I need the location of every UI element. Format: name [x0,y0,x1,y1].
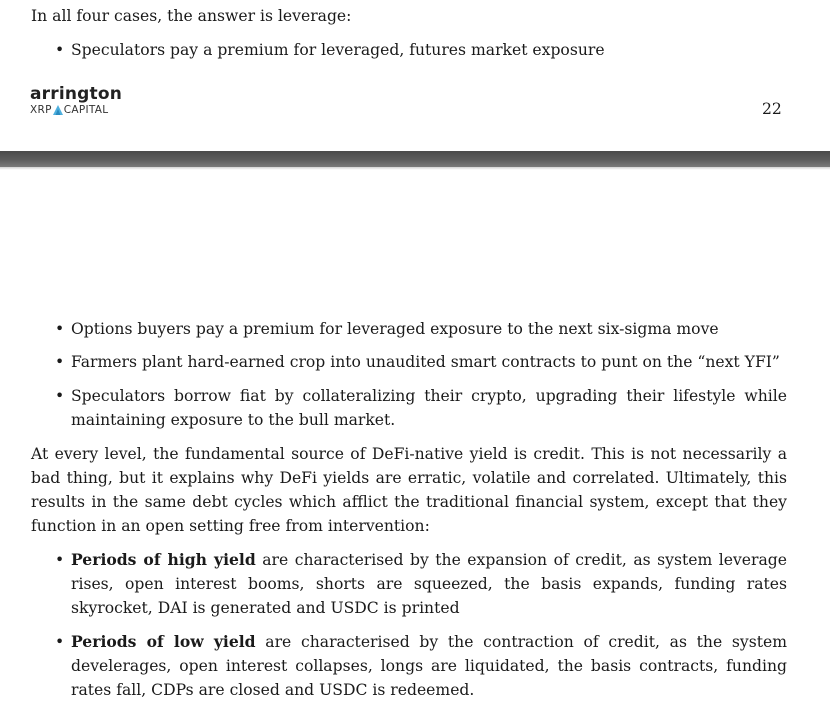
list-item-text [71,630,787,702]
list-item-text: Speculators borrow fiat by collateralizing their crypto, upgrading their lifestyle while maintaining exposure to the bull market. [71,387,787,429]
logo-wordmark: arrington [30,84,123,104]
logo-mark-icon [53,105,63,115]
bullet-icon: • [55,551,65,569]
page-separator-shadow [0,167,830,170]
list-item [55,350,787,374]
period-high-text: are characterised by the expansion of credit, as system leverage rises, open interest booms, shorts are squeezed, the basis expands, funding rates skyrocket, DAI is generated and USDC is printed [71,551,787,617]
bullet-icon: • [55,320,65,338]
bullet-icon: • [55,387,65,405]
period-low-text: are characterised by the contraction of credit, as the system develerages, open interest collapses, longs are liquidated, the basis contracts, funding rates fall, CDPs are closed and USDC is redeemed. [71,633,788,699]
logo-subtitle [30,104,108,116]
list-item-text: Options buyers pay a premium for leveraged exposure to the next six-sigma move [71,320,719,338]
list-item-text [71,548,787,620]
list-item-text: Speculators pay a premium for leveraged, futures market exposure [71,41,605,59]
body-paragraph: At every level, the fundamental source of DeFi-native yield is credit. This is not necessarily a bad thing, but it explains why DeFi yields are erratic, volatile and correlated. Ultimately, this results in the same debt cycles which afflict the traditional financial system, except that they function in an open setting free from intervention: [31,445,787,535]
list-item-text: Farmers plant hard-earned crop into unaudited smart contracts to punt on the “next YFI” [71,353,780,371]
list-item [55,384,787,432]
list-item [55,38,787,62]
intro-text: In all four cases, the answer is leverage: [31,7,352,25]
period-high-label: Periods of high yield [71,550,256,569]
list-item [55,630,787,702]
logo-sub-right: CAPITAL [63,104,109,116]
page-separator [0,151,830,167]
bullet-icon: • [55,353,65,371]
period-low-label: Periods of low yield [71,632,256,651]
bullet-icon: • [55,41,65,59]
logo-sub-left: XRP [30,104,52,116]
page-number: 22 [762,100,782,118]
bullet-icon: • [55,633,65,651]
list-item [55,317,787,341]
list-item [55,548,787,620]
